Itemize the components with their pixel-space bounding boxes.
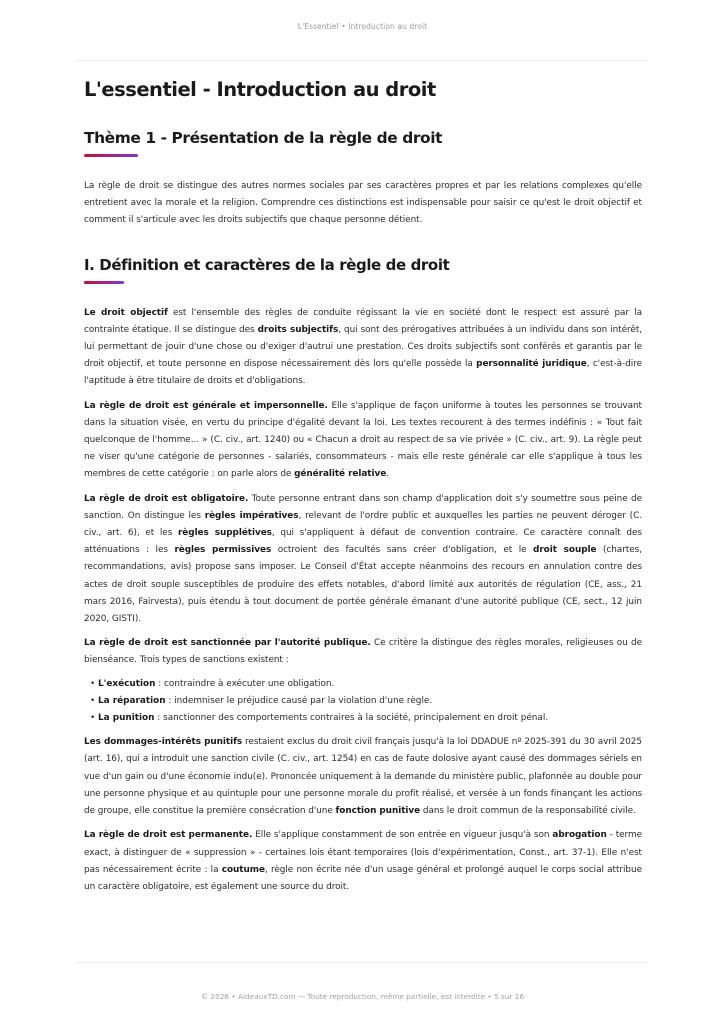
list-item: • L'exécution : contraindre à exécuter une obligation. [98, 676, 642, 693]
lead-sanctionnee: La règle de droit est sanctionnée par l'autorité publique. [84, 638, 371, 649]
theme-heading: Thème 1 - Présentation de la règle de droit [84, 129, 443, 147]
term-droit-objectif: Le droit objectif [84, 307, 168, 318]
term-generalite-relative: généralité relative [294, 469, 387, 480]
page-footer: © 2026 • AideauxTD.com — Toute reproduction, même partielle, est interdite • 5 sur 16 [200, 992, 525, 1001]
section-accent-bar [84, 281, 124, 284]
lead-obligatoire: La règle de droit est obligatoire. [84, 493, 249, 504]
running-header: L'Essentiel • Introduction au droit [297, 22, 428, 31]
theme-accent-bar [84, 154, 138, 157]
header-divider [76, 60, 649, 61]
section-1 [84, 255, 642, 897]
paragraph-generale: La règle de droit est générale et impersonnelle. Elle s'applique de façon uniforme à toutes les personnes se trouvant dans la situation visée, en vertu du principe d'égalité devant la loi. Les textes recourent à des termes indéfinis : « Tout fait quelconque de l'homme... » (C. civ., art. 1240) ou « Chacun a droit au respect de sa vie privée » (C. civ., art. 9). La règle peut ne viser qu'une catégorie de personnes - salariés, consommateurs - mais elle reste générale car elle s'applique à tous les membres de cette catégorie : on parle alors de généralité relative. [84, 400, 642, 480]
paragraph-permanente: La règle de droit est permanente. Elle s'applique constamment de son entrée en vigueur jusqu'à son abrogation - terme exact, à distinguer de « suppression » - certaines lois étant temporaires (lois d'expérimentation, Const., art. 37-1). Elle n'est pas nécessairement écrite : la coutume, règle non écrite née d'un usage général et prolongé auquel le corps social attribue un caractère obligatoire, est également une source du droit. [84, 830, 643, 892]
term-coutume: coutume [221, 864, 265, 875]
term-abrogation: abrogation [552, 830, 607, 841]
list-item: • La punition : sanctionner des comportements contraires à la société, principalement en droit pénal. [98, 710, 642, 727]
paragraph-obligatoire: La règle de droit est obligatoire. Toute personne entrant dans son champ d'application doit s'y soumettre sous peine de sanction. On distingue les règles impératives, relevant de l'ordre public et auxquelles les parties ne peuvent déroger (C. civ., art. 6), et les règles supplétives, qui s'appliquent à défaut de convention contraire. Ce caractère connaît des atténuations : les règles permissives octroient des facultés sans créer d'obligation, et le droit souple (chartes, recommandations, avis) propose sans imposer. Le Conseil d'État accepte néanmoins des recours en annulation contre des actes de droit souple susceptibles de produire des effets notables, d'abord limité aux autorités de régulation (CE, ass., 21 mars 2016, Fairvesta), puis étendu à tout document de portée générale émanant d'une autorité publique (CE, sect., 12 juin 2020, GISTI). [84, 493, 642, 625]
term-regles-permissives: règles permissives [174, 545, 272, 556]
term-regles-imperatives: règles impératives [204, 510, 299, 521]
paragraph-dommages-interets: Les dommages-intérêts punitifs restaient exclus du droit civil français jusqu'à la loi DDADUE nº 2025-391 du 30 avril 2025 (art. 16), qui a introduit une sanction civile (C. civ., art. 1254) en cas de faute dolosive ayant causé des dommages sériels en vue d'un gain ou d'une économie indu(e). Prononcée uniquement à la demande du ministère public, plafonnée au double pour une personne physique et au quintuple pour une personne morale du profit réalisé, et versée à un fonds finançant les actions de groupe, elle constitue la première consécration d'une fonction punitive dans le droit commun de la responsabilité civile. [84, 737, 642, 817]
paragraph-droit-objectif: Le droit objectif est l'ensemble des règles de conduite régissant la vie en société dont le respect est assuré par la contrainte étatique. Il se distingue des droits subjectifs, qui sont des prérogatives attribuées à un individu dans son intérêt, lui permettant de jouir d'une chose ou d'exiger d'autrui une prestation. Ces droits subjectifs sont conférés et garantis par le droit objectif, et toute personne en dispose nécessairement dès lors qu'elle possède la personnalité juridique, c'est-à-dire l'aptitude à être titulaire de droits et d'obligations. [84, 307, 643, 387]
paragraph-sanctionnee: La règle de droit est sanctionnée par l'autorité publique. Ce critère la distingue des règles morales, religieuses ou de bienséance. Trois types de sanctions existent : [84, 638, 642, 666]
lead-generale: La règle de droit est générale et impersonnelle. [84, 400, 328, 411]
term-regles-suppletives: règles supplétives [177, 528, 272, 539]
document-title: L'essentiel - Introduction au droit [84, 78, 436, 101]
term-fonction-punitive: fonction punitive [335, 806, 421, 817]
intro-paragraph: La règle de droit se distingue des autres normes sociales par ses caractères propres et par les relations complexes qu'elle entretient avec la morale et la religion. Comprendre ces distinctions est indispensable pour saisir ce qu'est le droit objectif et comment il s'articule avec les droits subjectifs que chaque personne détient. [84, 181, 642, 226]
footer-divider [76, 962, 649, 963]
term-personnalite-juridique: personnalité juridique [476, 359, 587, 370]
sanctions-list [84, 676, 642, 728]
term-droits-subjectifs: droits subjectifs [257, 324, 339, 335]
list-item: • La réparation : indemniser le préjudice causé par la violation d'une règle. [98, 693, 642, 710]
section-1-heading: I. Définition et caractères de la règle de droit [84, 255, 450, 274]
page-content [84, 78, 642, 896]
lead-dommages-interets: Les dommages-intérêts punitifs [84, 737, 243, 748]
term-droit-souple: droit souple [533, 545, 597, 556]
lead-permanente: La règle de droit est permanente. [84, 830, 253, 841]
